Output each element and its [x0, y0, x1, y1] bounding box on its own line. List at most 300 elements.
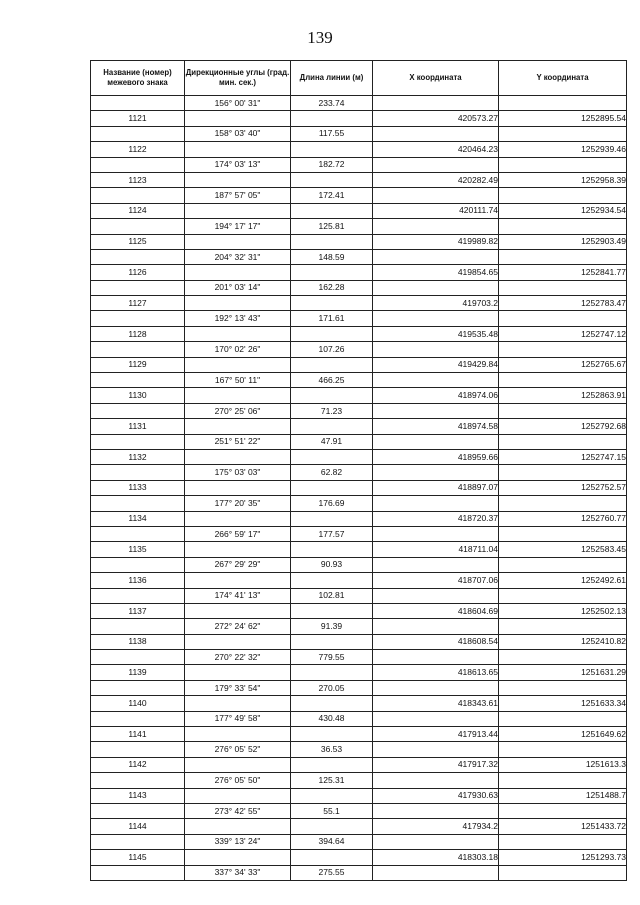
line-length: 171.61 — [291, 311, 373, 326]
empty-cell — [185, 788, 291, 803]
mark-name: 1127 — [91, 296, 185, 311]
mark-name: 1131 — [91, 419, 185, 434]
empty-cell — [185, 757, 291, 772]
line-length: 91.39 — [291, 619, 373, 634]
x-coordinate: 419703.2 — [373, 296, 499, 311]
empty-cell — [373, 311, 499, 326]
point-row — [91, 511, 627, 526]
empty-cell — [91, 126, 185, 141]
direction-angle: 339° 13' 24" — [185, 834, 291, 849]
point-row — [91, 727, 627, 742]
empty-cell — [291, 388, 373, 403]
empty-cell — [91, 157, 185, 172]
empty-cell — [185, 388, 291, 403]
direction-angle: 174° 03' 13" — [185, 157, 291, 172]
empty-cell — [185, 634, 291, 649]
y-coordinate: 1252502.13 — [499, 603, 627, 618]
empty-cell — [291, 819, 373, 834]
mark-name: 1122 — [91, 142, 185, 157]
mark-name: 1139 — [91, 665, 185, 680]
mark-name: 1121 — [91, 111, 185, 126]
line-length: 172.41 — [291, 188, 373, 203]
empty-cell — [291, 696, 373, 711]
point-row — [91, 419, 627, 434]
point-row — [91, 172, 627, 187]
direction-angle: 156° 00' 31" — [185, 96, 291, 111]
empty-cell — [499, 280, 627, 295]
empty-cell — [185, 511, 291, 526]
x-coordinate: 418974.06 — [373, 388, 499, 403]
x-coordinate: 418711.04 — [373, 542, 499, 557]
x-coordinate: 417917.32 — [373, 757, 499, 772]
empty-cell — [185, 480, 291, 495]
line-length: 125.31 — [291, 773, 373, 788]
y-coordinate: 1251649.62 — [499, 727, 627, 742]
x-coordinate: 418974.58 — [373, 419, 499, 434]
empty-cell — [185, 419, 291, 434]
y-coordinate: 1252747.12 — [499, 326, 627, 341]
empty-cell — [373, 803, 499, 818]
direction-angle: 179° 33' 54" — [185, 680, 291, 695]
x-coordinate: 418720.37 — [373, 511, 499, 526]
segment-row — [91, 496, 627, 511]
line-length: 148.59 — [291, 249, 373, 264]
mark-name: 1123 — [91, 172, 185, 187]
segment-row — [91, 311, 627, 326]
empty-cell — [499, 373, 627, 388]
empty-cell — [499, 96, 627, 111]
empty-cell — [373, 742, 499, 757]
x-coordinate: 418608.54 — [373, 634, 499, 649]
y-coordinate: 1251488.7 — [499, 788, 627, 803]
empty-cell — [185, 326, 291, 341]
empty-cell — [185, 234, 291, 249]
empty-cell — [373, 711, 499, 726]
point-row — [91, 142, 627, 157]
empty-cell — [291, 542, 373, 557]
segment-row — [91, 126, 627, 141]
empty-cell — [91, 403, 185, 418]
direction-angle: 194° 17' 17" — [185, 219, 291, 234]
x-coordinate: 419535.48 — [373, 326, 499, 341]
x-coordinate: 420111.74 — [373, 203, 499, 218]
mark-name: 1144 — [91, 819, 185, 834]
empty-cell — [499, 342, 627, 357]
empty-cell — [91, 711, 185, 726]
point-row — [91, 788, 627, 803]
empty-cell — [499, 680, 627, 695]
empty-cell — [91, 188, 185, 203]
empty-cell — [373, 834, 499, 849]
empty-cell — [91, 434, 185, 449]
empty-cell — [373, 680, 499, 695]
point-row — [91, 203, 627, 218]
y-coordinate: 1252934.54 — [499, 203, 627, 218]
x-coordinate: 420464.23 — [373, 142, 499, 157]
direction-angle: 276° 05' 52" — [185, 742, 291, 757]
x-coordinate: 419989.82 — [373, 234, 499, 249]
x-coordinate: 420282.49 — [373, 172, 499, 187]
point-row — [91, 603, 627, 618]
empty-cell — [91, 742, 185, 757]
mark-name: 1132 — [91, 449, 185, 464]
empty-cell — [373, 434, 499, 449]
mark-name: 1128 — [91, 326, 185, 341]
y-coordinate: 1252747.15 — [499, 449, 627, 464]
empty-cell — [91, 342, 185, 357]
segment-row — [91, 650, 627, 665]
empty-cell — [499, 496, 627, 511]
y-coordinate: 1252958.39 — [499, 172, 627, 187]
direction-angle: 187° 57' 05" — [185, 188, 291, 203]
segment-row — [91, 803, 627, 818]
empty-cell — [291, 449, 373, 464]
direction-angle: 251° 51' 22" — [185, 434, 291, 449]
line-length: 233.74 — [291, 96, 373, 111]
direction-angle: 204° 32' 31" — [185, 249, 291, 264]
direction-angle: 337° 34' 33" — [185, 865, 291, 880]
empty-cell — [185, 819, 291, 834]
mark-name: 1129 — [91, 357, 185, 372]
line-length: 36.53 — [291, 742, 373, 757]
empty-cell — [373, 249, 499, 264]
point-row — [91, 111, 627, 126]
segment-row — [91, 403, 627, 418]
empty-cell — [91, 834, 185, 849]
segment-row — [91, 373, 627, 388]
empty-cell — [499, 403, 627, 418]
line-length: 102.81 — [291, 588, 373, 603]
direction-angle: 158° 03' 40" — [185, 126, 291, 141]
y-coordinate: 1251433.72 — [499, 819, 627, 834]
y-coordinate: 1252841.77 — [499, 265, 627, 280]
segment-row — [91, 834, 627, 849]
direction-angle: 177° 49' 58" — [185, 711, 291, 726]
line-length: 466.25 — [291, 373, 373, 388]
line-length: 177.57 — [291, 526, 373, 541]
empty-cell — [291, 634, 373, 649]
segment-row — [91, 865, 627, 880]
empty-cell — [91, 465, 185, 480]
empty-cell — [91, 311, 185, 326]
empty-cell — [373, 865, 499, 880]
x-coordinate: 418604.69 — [373, 603, 499, 618]
direction-angle: 177° 20' 35" — [185, 496, 291, 511]
empty-cell — [499, 834, 627, 849]
line-length: 275.55 — [291, 865, 373, 880]
empty-cell — [291, 480, 373, 495]
empty-cell — [499, 526, 627, 541]
segment-row — [91, 96, 627, 111]
direction-angle: 170° 02' 26" — [185, 342, 291, 357]
empty-cell — [499, 742, 627, 757]
empty-cell — [373, 219, 499, 234]
line-length: 779.55 — [291, 650, 373, 665]
empty-cell — [291, 419, 373, 434]
empty-cell — [185, 696, 291, 711]
empty-cell — [185, 449, 291, 464]
empty-cell — [91, 650, 185, 665]
mark-name: 1136 — [91, 573, 185, 588]
empty-cell — [499, 188, 627, 203]
line-length: 62.82 — [291, 465, 373, 480]
direction-angle: 167° 50' 11" — [185, 373, 291, 388]
empty-cell — [185, 850, 291, 865]
header-mark-name: Название (номер) межевого знака — [91, 61, 185, 96]
empty-cell — [499, 619, 627, 634]
direction-angle: 273° 42' 55" — [185, 803, 291, 818]
point-row — [91, 696, 627, 711]
x-coordinate: 417913.44 — [373, 727, 499, 742]
header-line-length: Длина линии (м) — [291, 61, 373, 96]
mark-name: 1125 — [91, 234, 185, 249]
y-coordinate: 1251633.34 — [499, 696, 627, 711]
empty-cell — [291, 511, 373, 526]
x-coordinate: 418707.06 — [373, 573, 499, 588]
mark-name: 1133 — [91, 480, 185, 495]
header-x-coordinate: X координата — [373, 61, 499, 96]
empty-cell — [499, 219, 627, 234]
line-length: 270.05 — [291, 680, 373, 695]
empty-cell — [185, 111, 291, 126]
mark-name: 1134 — [91, 511, 185, 526]
segment-row — [91, 526, 627, 541]
point-row — [91, 850, 627, 865]
y-coordinate: 1252895.54 — [499, 111, 627, 126]
page-number: 139 — [307, 28, 333, 47]
table-header-row — [91, 61, 627, 96]
mark-name: 1143 — [91, 788, 185, 803]
empty-cell — [373, 619, 499, 634]
point-row — [91, 326, 627, 341]
empty-cell — [91, 865, 185, 880]
empty-cell — [91, 219, 185, 234]
empty-cell — [499, 311, 627, 326]
direction-angle: 175° 03' 03" — [185, 465, 291, 480]
mark-name: 1141 — [91, 727, 185, 742]
empty-cell — [91, 496, 185, 511]
empty-cell — [373, 773, 499, 788]
empty-cell — [185, 603, 291, 618]
empty-cell — [373, 188, 499, 203]
table-body — [91, 96, 627, 881]
header-direction-angles: Дирекционные углы (град. мин. сек.) — [185, 61, 291, 96]
direction-angle: 174° 41' 13" — [185, 588, 291, 603]
x-coordinate: 419854.65 — [373, 265, 499, 280]
empty-cell — [373, 373, 499, 388]
empty-cell — [373, 496, 499, 511]
empty-cell — [373, 588, 499, 603]
empty-cell — [499, 803, 627, 818]
x-coordinate: 418959.66 — [373, 449, 499, 464]
y-coordinate: 1252583.45 — [499, 542, 627, 557]
empty-cell — [499, 557, 627, 572]
empty-cell — [373, 526, 499, 541]
empty-cell — [91, 557, 185, 572]
empty-cell — [291, 296, 373, 311]
line-length: 117.55 — [291, 126, 373, 141]
point-row — [91, 265, 627, 280]
empty-cell — [499, 157, 627, 172]
mark-name: 1135 — [91, 542, 185, 557]
empty-cell — [499, 249, 627, 264]
x-coordinate: 420573.27 — [373, 111, 499, 126]
empty-cell — [91, 588, 185, 603]
segment-row — [91, 680, 627, 695]
point-row — [91, 357, 627, 372]
point-row — [91, 480, 627, 495]
empty-cell — [291, 172, 373, 187]
y-coordinate: 1251613.3 — [499, 757, 627, 772]
segment-row — [91, 219, 627, 234]
boundary-coordinates-table — [90, 60, 627, 881]
segment-row — [91, 465, 627, 480]
point-row — [91, 388, 627, 403]
segment-row — [91, 280, 627, 295]
empty-cell — [291, 603, 373, 618]
point-row — [91, 819, 627, 834]
empty-cell — [373, 157, 499, 172]
empty-cell — [185, 357, 291, 372]
mark-name: 1142 — [91, 757, 185, 772]
y-coordinate: 1251631.29 — [499, 665, 627, 680]
empty-cell — [373, 126, 499, 141]
x-coordinate: 419429.84 — [373, 357, 499, 372]
y-coordinate: 1252765.67 — [499, 357, 627, 372]
empty-cell — [91, 280, 185, 295]
point-row — [91, 573, 627, 588]
empty-cell — [499, 865, 627, 880]
header-y-coordinate: Y координата — [499, 61, 627, 96]
empty-cell — [499, 650, 627, 665]
x-coordinate: 418303.18 — [373, 850, 499, 865]
empty-cell — [499, 773, 627, 788]
empty-cell — [373, 650, 499, 665]
mark-name: 1137 — [91, 603, 185, 618]
line-length: 107.26 — [291, 342, 373, 357]
segment-row — [91, 742, 627, 757]
segment-row — [91, 157, 627, 172]
empty-cell — [373, 557, 499, 572]
y-coordinate: 1252410.82 — [499, 634, 627, 649]
line-length: 125.81 — [291, 219, 373, 234]
empty-cell — [499, 588, 627, 603]
empty-cell — [291, 665, 373, 680]
x-coordinate: 417934.2 — [373, 819, 499, 834]
direction-angle: 272° 24' 62" — [185, 619, 291, 634]
x-coordinate: 418613.65 — [373, 665, 499, 680]
line-length: 182.72 — [291, 157, 373, 172]
empty-cell — [185, 265, 291, 280]
empty-cell — [185, 296, 291, 311]
direction-angle: 270° 22' 32" — [185, 650, 291, 665]
direction-angle: 192° 13' 43" — [185, 311, 291, 326]
y-coordinate: 1251293.73 — [499, 850, 627, 865]
direction-angle: 276° 05' 50" — [185, 773, 291, 788]
y-coordinate: 1252792.68 — [499, 419, 627, 434]
y-coordinate: 1252492.61 — [499, 573, 627, 588]
empty-cell — [499, 126, 627, 141]
y-coordinate: 1252783.47 — [499, 296, 627, 311]
direction-angle: 266° 59' 17" — [185, 526, 291, 541]
point-row — [91, 449, 627, 464]
empty-cell — [373, 96, 499, 111]
line-length: 71.23 — [291, 403, 373, 418]
mark-name: 1130 — [91, 388, 185, 403]
empty-cell — [291, 757, 373, 772]
empty-cell — [373, 465, 499, 480]
empty-cell — [91, 619, 185, 634]
segment-row — [91, 557, 627, 572]
empty-cell — [185, 172, 291, 187]
point-row — [91, 542, 627, 557]
mark-name: 1145 — [91, 850, 185, 865]
x-coordinate: 418897.07 — [373, 480, 499, 495]
empty-cell — [185, 573, 291, 588]
empty-cell — [499, 711, 627, 726]
segment-row — [91, 773, 627, 788]
empty-cell — [291, 573, 373, 588]
empty-cell — [185, 203, 291, 218]
empty-cell — [185, 142, 291, 157]
line-length: 176.69 — [291, 496, 373, 511]
y-coordinate: 1252760.77 — [499, 511, 627, 526]
mark-name: 1124 — [91, 203, 185, 218]
line-length: 162.28 — [291, 280, 373, 295]
line-length: 47.91 — [291, 434, 373, 449]
empty-cell — [91, 96, 185, 111]
empty-cell — [91, 373, 185, 388]
empty-cell — [91, 803, 185, 818]
empty-cell — [291, 727, 373, 742]
line-length: 430.48 — [291, 711, 373, 726]
direction-angle: 270° 25' 06" — [185, 403, 291, 418]
x-coordinate: 418343.61 — [373, 696, 499, 711]
empty-cell — [291, 234, 373, 249]
empty-cell — [185, 542, 291, 557]
point-row — [91, 757, 627, 772]
segment-row — [91, 249, 627, 264]
direction-angle: 267° 29' 29" — [185, 557, 291, 572]
point-row — [91, 296, 627, 311]
empty-cell — [91, 526, 185, 541]
segment-row — [91, 619, 627, 634]
segment-row — [91, 434, 627, 449]
empty-cell — [291, 265, 373, 280]
segment-row — [91, 711, 627, 726]
y-coordinate: 1252903.49 — [499, 234, 627, 249]
empty-cell — [291, 850, 373, 865]
mark-name: 1140 — [91, 696, 185, 711]
segment-row — [91, 188, 627, 203]
y-coordinate: 1252752.57 — [499, 480, 627, 495]
y-coordinate: 1252939.46 — [499, 142, 627, 157]
segment-row — [91, 342, 627, 357]
empty-cell — [373, 403, 499, 418]
empty-cell — [499, 465, 627, 480]
point-row — [91, 234, 627, 249]
segment-row — [91, 588, 627, 603]
empty-cell — [291, 203, 373, 218]
line-length: 90.93 — [291, 557, 373, 572]
empty-cell — [91, 249, 185, 264]
point-row — [91, 665, 627, 680]
empty-cell — [291, 111, 373, 126]
point-row — [91, 634, 627, 649]
empty-cell — [291, 357, 373, 372]
direction-angle: 201° 03' 14" — [185, 280, 291, 295]
empty-cell — [91, 773, 185, 788]
